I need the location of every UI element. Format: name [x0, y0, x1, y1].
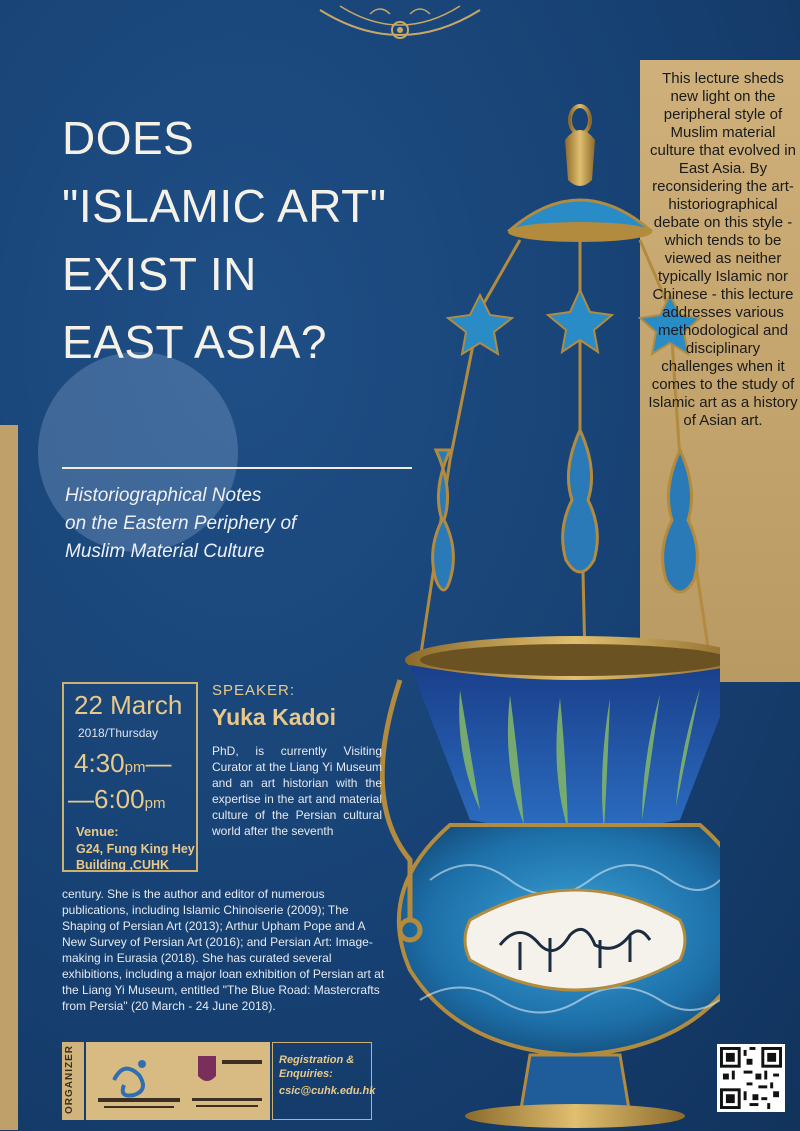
subtitle-line-2: on the Eastern Periphery of [65, 513, 297, 534]
date-time-box [62, 682, 198, 872]
subtitle-line-1: Historiographical Notes [65, 485, 262, 506]
event-weekday: 2018/Thursday [78, 726, 159, 740]
title-line-2: "ISLAMIC ART" [62, 180, 387, 232]
lecture-abstract: This lecture sheds new light on the peripheral style of Muslim material culture that evolved in East Asia. By reconsidering the art-historiographical debate on this style - which tends to be viewed as neither typically Islamic nor Chinese - this lecture addresses various methodological and disciplinary challenges when it comes to the study of Islamic art as a history of Asian art. [648, 70, 798, 429]
start-time: 4:30pm— [74, 748, 172, 778]
title-divider [62, 467, 412, 469]
qr-code-icon[interactable] [717, 1044, 785, 1112]
event-date: 22 March [74, 690, 183, 720]
organizer-label: ORGANIZER [64, 1045, 75, 1114]
speaker-bio-part-2: century. She is the author and editor of numerous publications, including Islamic Chinoiserie (2009); The Shaping of Persian Art (2013); Arthur Upham Pope and A New Survey of Persian Art (2016); and Persian Art: Image-making in Eurasia (2018). She has curated several exhibitions, including a major loan exhibition of Persian art at the Liang Yi Museum, entitled "The Blue Road: Mastercrafts from Persia" (20 March - 24 June 2018). [62, 887, 385, 1013]
ornament-top [300, 0, 500, 48]
subtitle-line-3: Muslim Material Culture [65, 541, 265, 562]
cuhk-logo [188, 1050, 266, 1116]
speaker-name: Yuka Kadoi [212, 704, 336, 730]
end-time: —6:00pm [68, 784, 166, 814]
islamic-culture-centre-logo [94, 1050, 184, 1116]
venue-label: Venue: [76, 824, 119, 839]
speaker-bio-part-1: PhD, is currently Visiting Curator at the Liang Yi Museum and an art historian with the expertise in the art and material culture of the Persian cultural world after the seventh [212, 744, 382, 838]
speaker-label: SPEAKER: [212, 682, 296, 699]
registration-label: Registration & Enquiries: [279, 1054, 355, 1080]
title-line-3: EXIST IN [62, 248, 257, 300]
registration-email[interactable]: csic@cuhk.edu.hk [279, 1085, 376, 1097]
organizer-logos [86, 1042, 270, 1120]
left-gold-strip [0, 425, 18, 1130]
venue-text: G24, Fung King Hey Building ,CUHK [76, 842, 195, 872]
poster-title [62, 104, 462, 376]
poster-subtitle [65, 482, 405, 566]
title-line-4: EAST ASIA? [62, 316, 327, 368]
registration-box [272, 1042, 376, 1120]
title-line-1: DOES [62, 112, 195, 164]
